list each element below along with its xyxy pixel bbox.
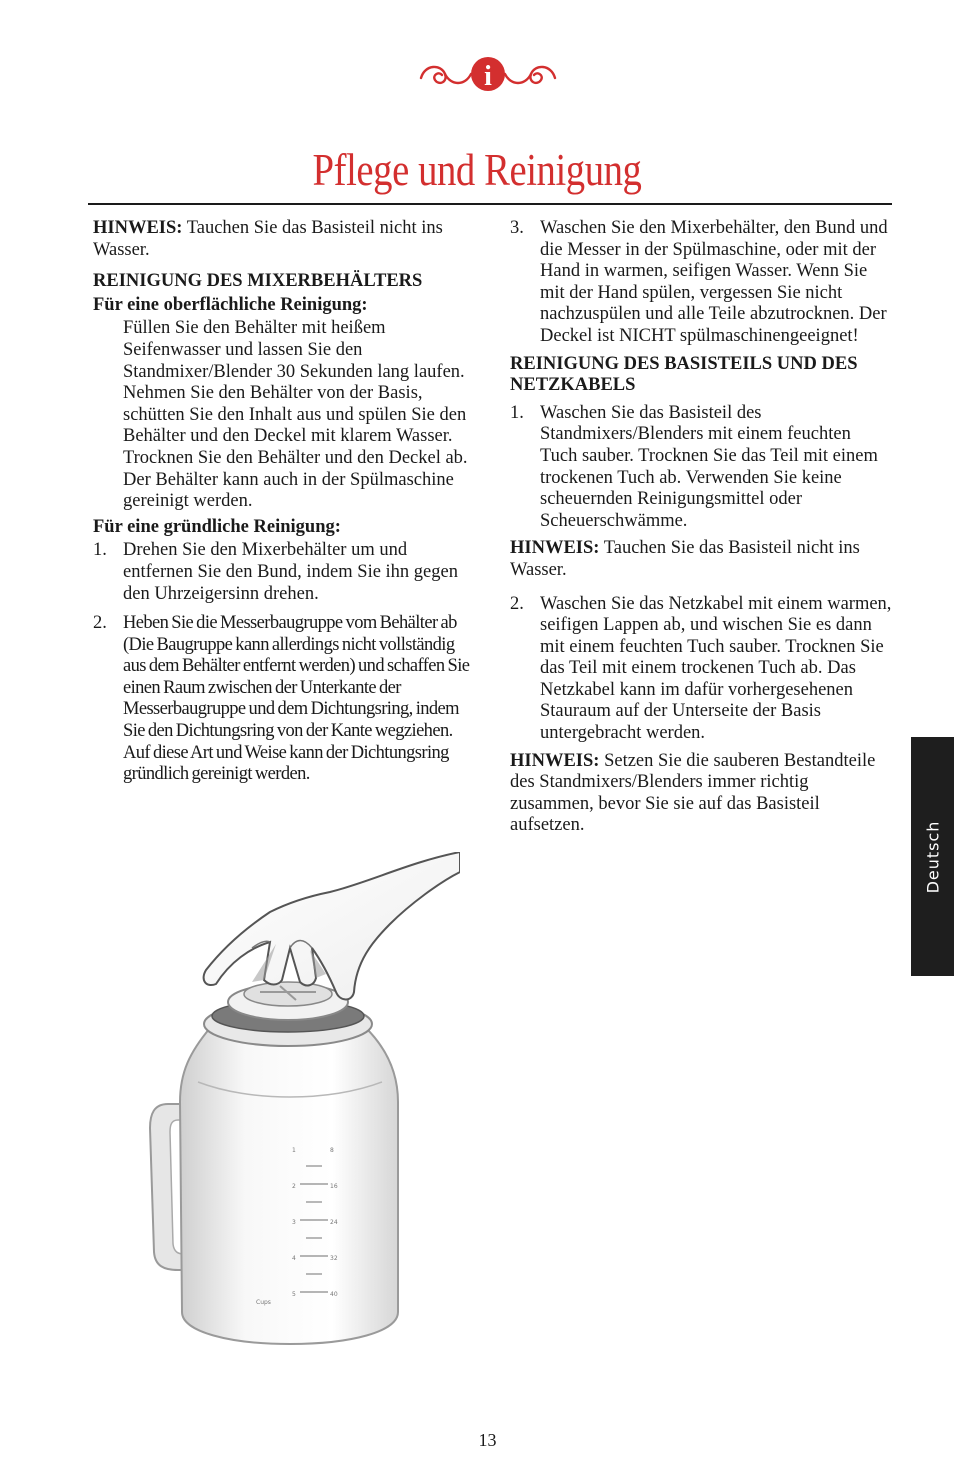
list-text: Waschen Sie das Basisteil des Standmixers/Blenders mit einem feuchten Tuch sauber. Trocknen Sie das Teil mit einem trockenen Tuch ab. Verwenden Sie keine scheuernden Reinigungsmittel oder Scheuerschwämme. (540, 402, 878, 531)
note-text: Tauchen Sie das Basisteil nicht ins Wasser. (510, 538, 860, 580)
note-paragraph (93, 218, 473, 261)
left-column (93, 218, 473, 794)
scale-label-left: 1 (292, 1147, 296, 1154)
list-item (510, 594, 892, 745)
note-label: HINWEIS: (510, 538, 600, 559)
list-number: 2. (510, 593, 524, 614)
section-heading: REINIGUNG DES BASISTEILS UND DES NETZKABELS (510, 353, 858, 396)
note-label: HINWEIS: (93, 218, 183, 238)
scale-label-left: 5 (292, 1291, 296, 1298)
language-tab-label: Deutsch (923, 820, 942, 893)
note-text: Setzen Sie die sauberen Bestandteile des Standmixers/Blenders immer richtig zusammen, bevor Sie sie auf das Basisteil aufsetzen. (510, 750, 876, 836)
surface-cleaning-text: Füllen Sie den Behälter mit heißem Seifenwasser und lassen Sie den Standmixer/Blender 30 Sekunden lang laufen. Nehmen Sie den Behälter von der Basis, schütten Sie den Inhalt aus und spülen Sie den Behälter und den Deckel mit klarem Wasser. Trocknen Sie den Behälter und den Deckel ab. Der Behälter kann auch in der Spülmaschine gereinigt werden. (123, 318, 468, 512)
list-text: Waschen Sie das Netzkabel mit einem warmen, seifigen Lappen ab, und wischen Sie es dann mit einem feuchten Tuch sauber. Trocknen Sie das Teil mit einem trockenen Tuch ab. Das Netzkabel kann im dafür vorhergesehenen Stauraum auf der Unterseite der Basis untergebracht werden. (540, 593, 892, 744)
list-text: Heben Sie die Messerbaugruppe vom Behälter ab (Die Baugruppe kann allerdings nicht vollständig aus dem Behälter entfernt werden) und schaffen Sie einen Raum zwischen der Unterkante der Messerbaugruppe und dem Dichtungsring, indem Sie den Dichtungsring von der Kante wegziehen. Auf diese Art und Weise kann der Dichtungsring gründlich gereinigt werden. (123, 613, 470, 785)
scale-label-right: 40 (330, 1291, 338, 1298)
note-label: HINWEIS: (510, 750, 600, 771)
list-number: 1. (510, 402, 524, 423)
scale-label-right: 24 (330, 1219, 338, 1226)
scale-unit-label: Cups (256, 1299, 271, 1306)
list-text: Drehen Sie den Mixerbehälter um und entfernen Sie den Bund, indem Sie ihn gegen den Uhrzeigersinn drehen. (123, 540, 458, 604)
list-item (93, 540, 473, 605)
list-item (93, 613, 473, 786)
section-heading: REINIGUNG DES MIXERBEHÄLTERS (93, 271, 423, 292)
list-item (510, 403, 892, 533)
info-ornament-icon (415, 56, 561, 92)
page-title: Pflege und Reinigung (312, 145, 642, 195)
subheading-surface-cleaning: Für eine oberflächliche Reinigung: (93, 294, 368, 315)
note-paragraph (510, 751, 892, 837)
list-number: 3. (510, 218, 524, 238)
page-number: 13 (478, 1430, 497, 1450)
blender-jar-illustration (140, 852, 460, 1352)
subheading-thorough-cleaning: Für eine gründliche Reinigung: (93, 516, 341, 537)
title-divider (88, 203, 892, 205)
scale-label-right: 32 (330, 1255, 338, 1262)
list-item (510, 218, 892, 348)
list-number: 2. (93, 613, 107, 634)
scale-label-left: 3 (292, 1219, 296, 1226)
language-tab (911, 737, 954, 976)
scale-label-right: 16 (330, 1183, 338, 1190)
svg-text:i: i (484, 61, 492, 92)
scale-label-left: 4 (292, 1255, 296, 1262)
list-text: Waschen Sie den Mixerbehälter, den Bund und die Messer in der Spülmaschine, oder mit der Hand in warmen, seifigen Wasser. Wenn Sie mit der Hand spülen, vergessen Sie nicht nachzuspülen und alle Teile abzutrocknen. Der Deckel ist NICHT spülmaschinengeeignet! (540, 218, 888, 346)
scale-label-left: 2 (292, 1183, 296, 1190)
note-paragraph (510, 538, 892, 581)
list-number: 1. (93, 540, 107, 561)
scale-label-right: 8 (330, 1147, 334, 1154)
note-text: Tauchen Sie das Basisteil nicht ins Wasser. (93, 218, 443, 260)
right-column (510, 218, 892, 837)
